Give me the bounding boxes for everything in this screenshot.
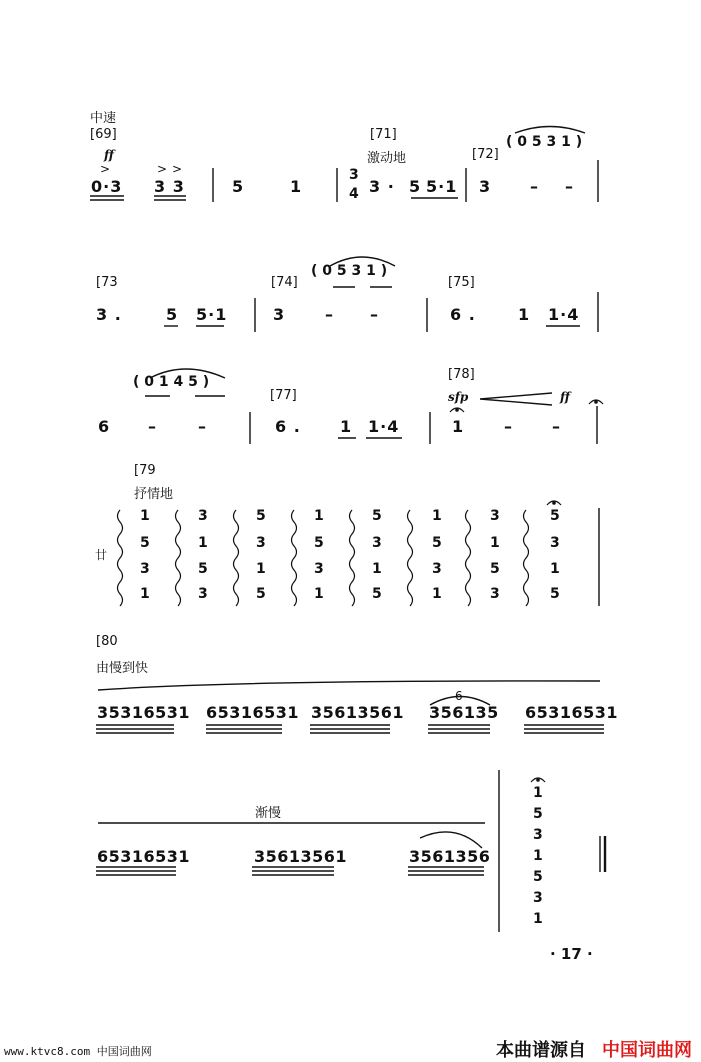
arpeggio-note: 5	[432, 535, 442, 551]
measure-number-73: [73	[96, 275, 118, 290]
harp-mark: 廿	[95, 548, 108, 562]
note-run: 65316531	[97, 847, 191, 866]
arpeggio-note: 5	[256, 586, 266, 602]
accent-mark: >	[157, 162, 168, 176]
arpeggio-note: 3	[314, 561, 324, 577]
dynamic-ff: ff	[104, 148, 114, 162]
expression-marking: 由慢到快	[96, 661, 149, 676]
arpeggio-note: 1	[140, 586, 150, 602]
dash: –	[325, 305, 334, 324]
chord-note: 3	[533, 827, 543, 843]
arpeggio-note: 3	[372, 535, 382, 551]
note: 5	[166, 305, 179, 324]
arpeggio-note: 5	[490, 561, 500, 577]
page-number: · 17 ·	[550, 945, 593, 963]
note: 1	[518, 305, 531, 324]
note: 3 .	[96, 305, 122, 324]
bracket-notes: ( 0 5 3 1 )	[311, 263, 388, 279]
dynamic-ff: ff	[560, 390, 570, 404]
note-run: 35316531	[97, 703, 191, 722]
measure-number-79: [79	[134, 463, 156, 478]
dash: –	[552, 417, 561, 436]
note: 5	[409, 177, 422, 196]
measure-number-80: [80	[96, 634, 118, 649]
arpeggio-note: 1	[256, 561, 266, 577]
arpeggio-note: 3	[256, 535, 266, 551]
time-signature-bottom: 4	[349, 186, 359, 202]
tempo-marking: 中速	[90, 111, 117, 126]
dash: –	[504, 417, 513, 436]
measure-number-78: [78]	[448, 367, 475, 382]
note: 1	[290, 177, 303, 196]
chord-note: 1	[533, 911, 543, 927]
arpeggio-note: 5	[256, 508, 266, 524]
arpeggio-note: 1	[314, 586, 324, 602]
note: 1·4	[368, 417, 400, 436]
chord-note: 3	[533, 890, 543, 906]
arpeggio-note: 3	[490, 586, 500, 602]
note: 6 .	[450, 305, 476, 324]
note: 3	[273, 305, 286, 324]
dash: –	[198, 417, 207, 436]
arpeggio-note: 3	[198, 586, 208, 602]
measure-number-75: [75]	[448, 275, 475, 290]
bracket-notes: ( 0 1 4 5 )	[133, 374, 210, 390]
bracket-notes: ( 0 5 3 1 )	[506, 134, 583, 150]
tuplet-number: 6	[455, 689, 463, 703]
footer-source: 本曲谱源自	[496, 1040, 586, 1061]
chord-note: 5	[533, 806, 543, 822]
arpeggio-note: 1	[432, 508, 442, 524]
arpeggio-note: 3	[550, 535, 560, 551]
footer-site-name: 中国词曲网	[602, 1040, 692, 1061]
footer-url: www.ktvc8.com 中国词曲网	[4, 1045, 152, 1058]
arpeggio-note: 5	[550, 508, 560, 524]
note: 3 3	[154, 177, 185, 196]
measure-number-77: [77]	[270, 388, 297, 403]
time-signature-top: 3	[349, 167, 359, 183]
arpeggio-note: 5	[314, 535, 324, 551]
dynamic-sfp: sfp	[448, 390, 469, 404]
note: 5·1	[196, 305, 228, 324]
note-run: 356135	[429, 703, 499, 722]
note: 6 .	[275, 417, 301, 436]
arpeggio-note: 3	[198, 508, 208, 524]
accent-mark: >	[172, 162, 183, 176]
arpeggio-note: 5	[372, 586, 382, 602]
arpeggio-note: 1	[198, 535, 208, 551]
arpeggio-note: 3	[490, 508, 500, 524]
arpeggio-note: 1	[432, 586, 442, 602]
dash: –	[530, 177, 539, 196]
dash: –	[370, 305, 379, 324]
chord-note: 5	[533, 869, 543, 885]
arpeggio-note: 3	[140, 561, 150, 577]
arpeggio-note: 5	[550, 586, 560, 602]
note: 1	[340, 417, 353, 436]
note: 3 ·	[369, 177, 395, 196]
arpeggio-note: 5	[372, 508, 382, 524]
note: 1	[452, 417, 465, 436]
measure-number-69: [69]	[90, 127, 117, 142]
arpeggio-note: 1	[314, 508, 324, 524]
expression-marking: 抒情地	[134, 487, 174, 502]
arpeggio-note: 1	[550, 561, 560, 577]
note-run: 65316531	[525, 703, 619, 722]
note-run: 35613561	[311, 703, 405, 722]
note: 1·4	[548, 305, 580, 324]
expression-marking: 渐慢	[255, 806, 282, 821]
chord-note: 1	[533, 785, 543, 801]
accent-mark: >	[100, 162, 111, 176]
note-run: 35613561	[254, 847, 348, 866]
note: 6	[98, 417, 111, 436]
arpeggio-note: 1	[372, 561, 382, 577]
note: 5·1	[426, 177, 458, 196]
note-run: 3561356	[409, 847, 491, 866]
arpeggio-note: 3	[432, 561, 442, 577]
chord-note: 1	[533, 848, 543, 864]
arpeggio-note: 1	[140, 508, 150, 524]
measure-number-72: [72]	[472, 147, 499, 162]
arpeggio-note: 5	[140, 535, 150, 551]
note-run: 65316531	[206, 703, 300, 722]
note: 5	[232, 177, 245, 196]
dash: –	[148, 417, 157, 436]
expression-marking: 激动地	[367, 151, 407, 166]
dash: –	[565, 177, 574, 196]
measure-number-74: [74]	[271, 275, 298, 290]
arpeggio-note: 5	[198, 561, 208, 577]
measure-number-71: [71]	[370, 127, 397, 142]
note: 0·3	[91, 177, 123, 196]
note: 3	[479, 177, 492, 196]
arpeggio-note: 1	[490, 535, 500, 551]
